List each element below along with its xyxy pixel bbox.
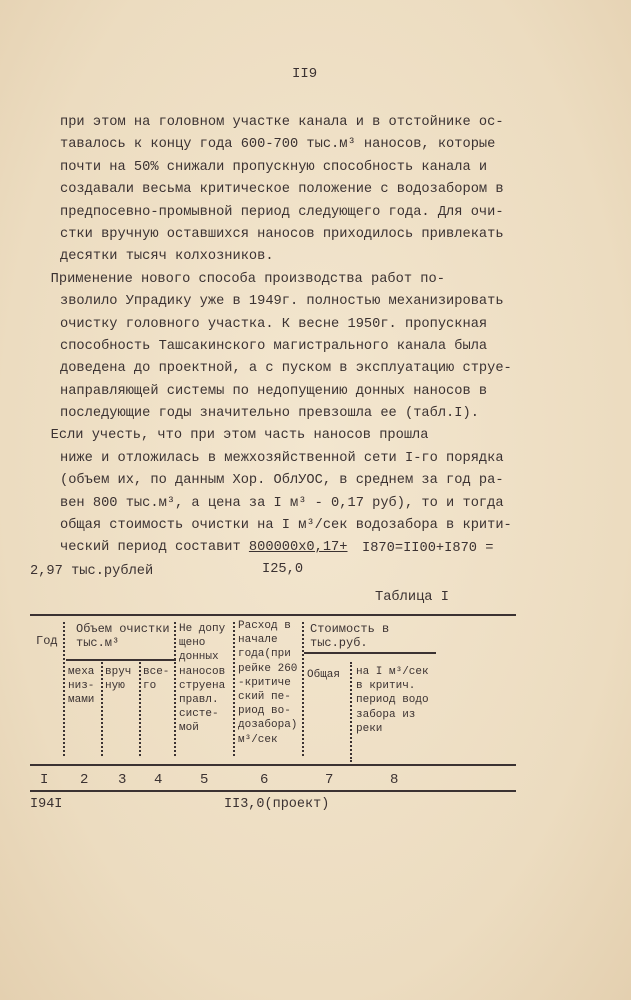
header-manual: вруч ную: [105, 666, 132, 693]
column-number: 6: [260, 772, 269, 788]
formula-denominator: I25,0: [262, 562, 304, 577]
column-separator: [350, 662, 352, 762]
header-not-allowed: Не допу щено донных наносов струена правл. систе- мой: [179, 623, 226, 735]
column-separator: [233, 622, 235, 756]
volume-subrule: [66, 659, 176, 661]
table-caption: Таблица I: [375, 590, 449, 605]
formula-numerator: 800000x0,17+: [248, 540, 348, 556]
text-line: общая стоимость очистки на I м³/сек водозабора в крити-: [60, 518, 512, 534]
text-line: способность Ташсакинского магистрального канала была: [60, 338, 488, 354]
table-top-rule: [30, 614, 516, 616]
column-number: 5: [200, 772, 209, 788]
text-line: очистку головного участка. К весне 1950г. пропускная: [60, 316, 488, 332]
column-number: 7: [325, 772, 334, 788]
text-line: доведена до проектной, а с пуском в эксплуатацию струе-: [60, 361, 512, 377]
body-text: [26, 112, 512, 560]
header-mechanized: меха низ- мами: [68, 666, 95, 707]
column-separator: [174, 622, 176, 756]
cost-subrule: [304, 652, 436, 654]
header-year: Год: [36, 634, 58, 648]
header-volume: Объем очистки тыс.м³: [76, 622, 170, 651]
column-separator: [302, 622, 304, 756]
text-line: ниже и отложилась в межхозяйственной сети I-го порядка: [60, 450, 504, 466]
text-line: тавалось к концу года 600-700 тыс.м³ наносов, которые: [60, 137, 496, 153]
text-line: почти на 50% снижали пропускную способность канала и: [60, 159, 488, 175]
text-line: предпосевно-промывной период следующего года. Для очи-: [60, 204, 504, 220]
text-line: ческий период составит: [60, 540, 249, 556]
text-line: (объем их, по данным Хор. ОблУОС, в среднем за год ра-: [60, 473, 504, 489]
header-flow: Расход в начале года(при рейке 260 -критиче ский пе- риод во- дозабора) м³/сек: [238, 620, 298, 746]
column-number: 2: [80, 772, 89, 788]
text-line: вен 800 тыс.м³, а цена за I м³ - 0,17 руб), то и тогда: [60, 495, 504, 511]
header-cost-total: Общая: [307, 669, 341, 681]
column-number: 4: [154, 772, 163, 788]
text-line: зволило Упрадику уже в 1949г. полностью механизировать: [60, 294, 504, 310]
column-separator: [101, 662, 103, 756]
page-number: II9: [292, 66, 318, 82]
numbers-rule: [30, 790, 516, 792]
text-line: Применение нового способа производства работ по-: [26, 271, 445, 287]
formula-result: 2,97 тыс.рублей: [30, 564, 154, 579]
text-line: создавали весьма критическое положение с водозабором в: [60, 182, 504, 198]
column-separator: [139, 662, 141, 756]
column-number: I: [40, 772, 49, 788]
formula-rest: I870=II00+I870 =: [362, 541, 494, 556]
header-total: все- го: [143, 666, 170, 693]
column-number: 8: [390, 772, 399, 788]
text-line: направляющей системы по недопущению донных наносов в: [60, 383, 488, 399]
header-cost: Стоимость в тыс.руб.: [310, 622, 390, 651]
text-line: десятки тысяч колхозников.: [60, 249, 274, 265]
header-cost-per-m3: на I м³/сек в критич. период водо забора из реки: [356, 666, 429, 735]
column-number: 3: [118, 772, 127, 788]
header-bottom-rule: [30, 764, 516, 766]
text-line: при этом на головном участке канала и в отстойнике ос-: [60, 115, 504, 130]
row-year: I94I: [30, 797, 63, 812]
row-flow: II3,0(проект): [224, 797, 330, 812]
text-line: Если учесть, что при этом часть наносов прошла: [26, 428, 429, 444]
column-separator: [63, 622, 65, 756]
text-line: последующие годы значительно превзошла ее (табл.I).: [60, 406, 479, 422]
text-line: стки вручную оставшихся наносов приходилось привлекать: [60, 226, 504, 242]
